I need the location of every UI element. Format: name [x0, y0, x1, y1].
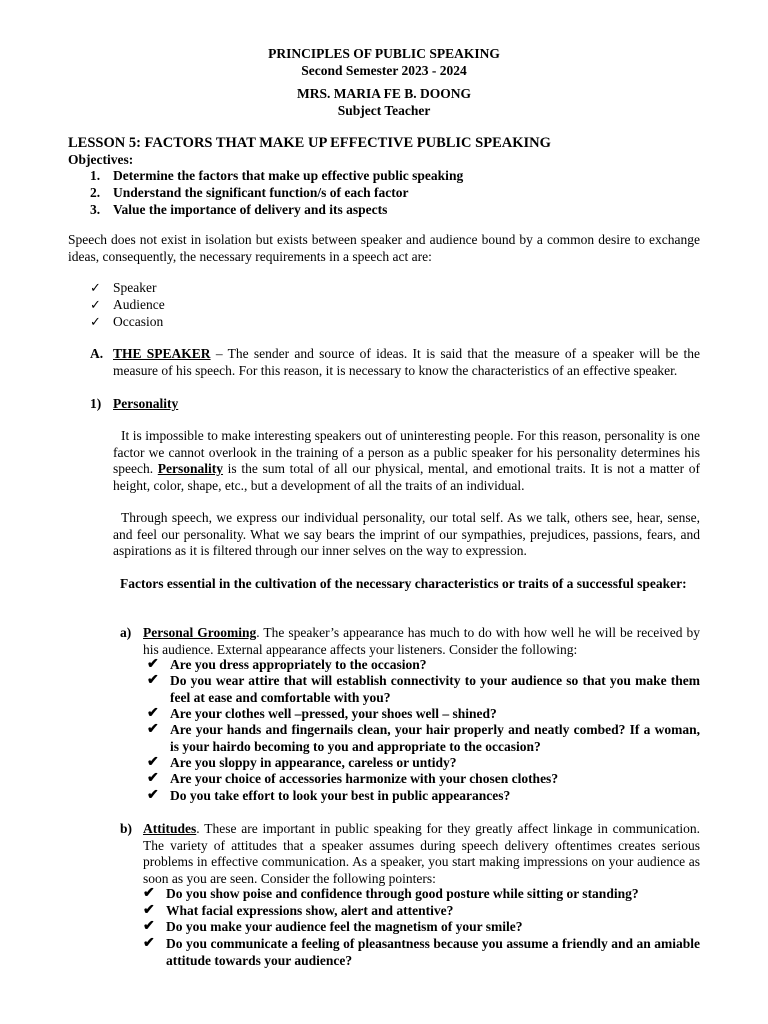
- check-icon: ✔: [147, 722, 159, 737]
- attitudes-check-item: [143, 886, 700, 903]
- objective-text: Value the importance of delivery and its aspects: [113, 202, 388, 217]
- grooming-check-item: [147, 771, 700, 788]
- grooming-text: . The speaker’s appearance has much to do with how well he will be received by his audience. External appearance affects your listeners. Consider the following:: [143, 625, 700, 657]
- attitudes-check-item: [143, 903, 700, 920]
- personality-p1-after: is the sum total of all our physical, mental, and emotional traits. It is not a matter of height, color, shape, etc., but a development of all the traits of an individual.: [113, 461, 700, 493]
- personality-paragraph-2: Through speech, we express our individual personality, our total self. As we talk, others see, hear, sense, and feel our personality. What we say bears the imprint of our sympathies, prejudices, passions, fears, and aspirations as it is filtered through our inner selves on the way to expression.: [113, 510, 700, 558]
- attitudes-check-item: [143, 936, 700, 969]
- check-icon: ✔: [147, 755, 159, 770]
- check-item-text: Do you show poise and confidence through good posture while sitting or standing?: [166, 886, 639, 901]
- intro-paragraph: Speech does not exist in isolation but exists between speaker and audience bound by a common desire to exchange ideas, consequently, the necessary requirements in a speech act are:: [68, 232, 700, 264]
- grooming-check-item: [147, 755, 700, 772]
- check-item-text: Are you dress appropriately to the occasion?: [170, 657, 427, 672]
- check-icon: ✓: [90, 314, 101, 329]
- check-item-text: What facial expressions show, alert and attentive?: [166, 903, 454, 918]
- attitudes-text: . These are important in public speaking for they greatly affect linkage in communication. The variety of attitudes that a speaker assumes during speech delivery oftentimes creates serious problems in effective communication. As a speaker, you start making impressions on your audience as soon as you are seen. Consider the following pointers:: [143, 821, 700, 886]
- factors-heading: Factors essential in the cultivation of the necessary characteristics or traits of a successful speaker:: [120, 576, 687, 591]
- lesson-title: LESSON 5: FACTORS THAT MAKE UP EFFECTIVE PUBLIC SPEAKING: [68, 135, 551, 151]
- check-item-text: Do you make your audience feel the magnetism of your smile?: [166, 919, 523, 934]
- requirement-text: Audience: [113, 297, 165, 312]
- speaker-text: – The sender and source of ideas. It is said that the measure of a speaker will be the measure of his speech. For this reason, it is necessary to know the characteristics of an effective speaker.: [113, 346, 700, 378]
- item-letter: b): [120, 821, 133, 836]
- check-icon: ✓: [90, 297, 101, 312]
- speaker-paragraph: [113, 346, 700, 379]
- subsection-number: 1): [90, 396, 102, 411]
- objective-text: Determine the factors that make up effective public speaking: [113, 168, 464, 183]
- objective-number: 1.: [90, 168, 101, 183]
- objective-item: [90, 185, 409, 202]
- check-icon: ✔: [143, 919, 155, 934]
- personality-heading: Personality: [113, 396, 179, 411]
- objective-item: [90, 202, 388, 219]
- section-letter: A.: [90, 346, 104, 361]
- attitudes-paragraph: [143, 821, 700, 887]
- check-icon: ✔: [147, 673, 159, 688]
- grooming-heading: Personal Grooming: [143, 625, 257, 640]
- requirement-text: Occasion: [113, 314, 164, 329]
- check-item-text: Are your choice of accessories harmonize with your chosen clothes?: [170, 771, 559, 786]
- check-icon: ✔: [143, 903, 155, 918]
- check-item-text: Do you wear attire that will establish connectivity to your audience so that you make them feel at ease and comfortable with you?: [170, 673, 700, 705]
- speaker-heading: THE SPEAKER: [113, 346, 211, 361]
- attitudes-check-item: [143, 919, 700, 936]
- objective-number: 3.: [90, 202, 101, 217]
- attitudes-heading: Attitudes: [143, 821, 197, 836]
- requirement-text: Speaker: [113, 280, 157, 295]
- check-icon: ✔: [147, 706, 159, 721]
- teacher-name: MRS. MARIA FE B. DOONG: [296, 86, 471, 101]
- objective-number: 2.: [90, 185, 101, 200]
- check-icon: ✔: [143, 886, 155, 901]
- grooming-check-item: [147, 788, 700, 805]
- check-icon: ✔: [147, 771, 159, 786]
- course-title: PRINCIPLES OF PUBLIC SPEAKING: [268, 46, 500, 61]
- check-icon: ✔: [147, 657, 159, 672]
- check-item-text: Are your hands and fingernails clean, your hair properly and neatly combed? If a woman, is your hairdo becoming to you and appropriate to the occasion?: [170, 722, 700, 754]
- check-item-text: Are you sloppy in appearance, careless or untidy?: [170, 755, 457, 770]
- check-icon: ✔: [143, 936, 155, 951]
- semester: Second Semester 2023 - 2024: [301, 63, 467, 78]
- objective-text: Understand the significant function/s of each factor: [113, 185, 409, 200]
- personality-p1-before: It is impossible to make interesting speakers out of uninteresting people. For this reason, personality is one factor we cannot overlook in the training of a person as a public speaker for his personality determines his speech.: [113, 428, 700, 476]
- grooming-paragraph: [143, 625, 700, 658]
- check-icon: ✓: [90, 280, 101, 295]
- check-icon: ✔: [147, 788, 159, 803]
- grooming-check-item: [147, 673, 700, 706]
- personality-term: Personality: [157, 461, 224, 476]
- check-item-text: Do you take effort to look your best in public appearances?: [170, 788, 511, 803]
- teacher-role: Subject Teacher: [337, 103, 431, 118]
- check-item-text: Do you communicate a feeling of pleasantness because you assume a friendly and an amiable attitude towards your audience?: [166, 936, 700, 968]
- grooming-check-item: [147, 706, 700, 723]
- grooming-check-item: [147, 657, 700, 674]
- item-letter: a): [120, 625, 132, 640]
- check-item-text: Are your clothes well –pressed, your shoes well – shined?: [170, 706, 497, 721]
- personality-paragraph-1: [113, 428, 700, 494]
- objectives-label: Objectives:: [68, 152, 134, 167]
- objective-item: [90, 168, 464, 185]
- grooming-check-item: [147, 722, 700, 755]
